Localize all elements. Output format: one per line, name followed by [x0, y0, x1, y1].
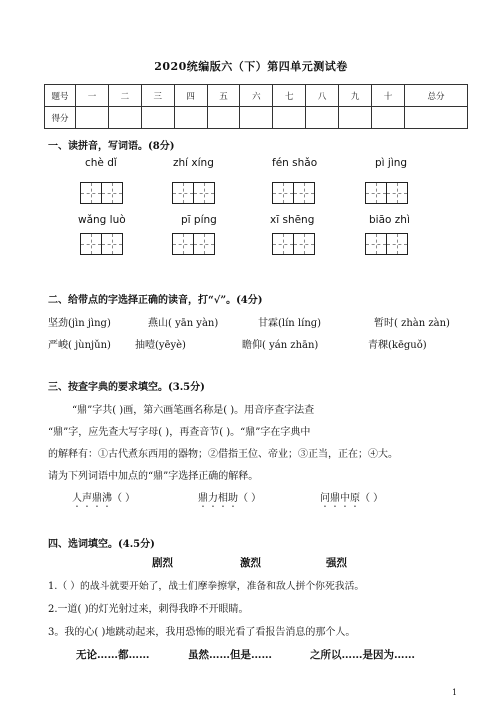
score-cell[interactable]: [76, 107, 109, 129]
pinyin-label: biāo zhì: [369, 214, 410, 226]
score-table: [44, 84, 468, 129]
score-header-cell: 五: [207, 85, 240, 107]
writing-boxes[interactable]: [272, 182, 314, 204]
writing-boxes[interactable]: [80, 233, 122, 255]
section-1-heading: 一、读拼音，写词语。(8分): [48, 141, 175, 152]
score-cell[interactable]: [207, 107, 240, 129]
page-title: 2020统编版六（下）第四单元测试卷: [154, 60, 348, 73]
score-cell[interactable]: [141, 107, 174, 129]
reading-choice: 严峻( jùnjǔn): [48, 340, 111, 351]
tian-box[interactable]: [80, 182, 102, 204]
pinyin-label: fén shǎo: [272, 157, 318, 169]
score-table-header-row: [45, 85, 468, 107]
score-header-cell: 四: [174, 85, 207, 107]
score-header-cell: 八: [306, 85, 339, 107]
reading-choice: 抽噎(yēyè): [135, 340, 186, 351]
tian-box[interactable]: [386, 233, 408, 255]
tian-box[interactable]: [101, 182, 123, 204]
tian-box[interactable]: [172, 233, 194, 255]
pinyin-label: xī shēng: [270, 214, 315, 226]
score-header-cell: 七: [273, 85, 306, 107]
score-cell[interactable]: [372, 107, 405, 129]
tian-box[interactable]: [193, 233, 215, 255]
tian-box[interactable]: [365, 233, 387, 255]
section-4-heading: 四、选词填空。(4.5分): [48, 539, 155, 550]
score-cell[interactable]: [108, 107, 141, 129]
score-header-cell: 二: [108, 85, 141, 107]
tian-box[interactable]: [172, 182, 194, 204]
score-header-cell: 十: [372, 85, 405, 107]
conjunction-option: 之所以……是因为……: [310, 649, 415, 661]
dictionary-item: 问鼎中原（ ）: [320, 493, 384, 504]
section-2-heading: 二、给带点的字选择正确的读音，打“√”。(4分): [48, 295, 263, 306]
writing-boxes[interactable]: [172, 182, 214, 204]
pinyin-label: pì jìng: [375, 157, 408, 169]
score-cell[interactable]: [405, 107, 468, 129]
dictionary-item: 鼎力相助（ ）: [198, 493, 262, 504]
score-header-cell: 三: [141, 85, 174, 107]
writing-boxes[interactable]: [365, 233, 407, 255]
tian-box[interactable]: [386, 182, 408, 204]
tian-box[interactable]: [101, 233, 123, 255]
conjunction-option: 虽然……但是……: [188, 649, 272, 661]
reading-choice: 甘霖(lín línɡ): [258, 318, 322, 329]
pinyin-label: wǎng luò: [78, 214, 126, 226]
reading-choice: 燕山( yān yàn): [148, 318, 219, 329]
word-option: 强烈: [326, 557, 347, 569]
pinyin-label: pī píng: [181, 214, 217, 226]
score-cell[interactable]: [273, 107, 306, 129]
word-option: 剧烈: [152, 557, 173, 569]
tian-box[interactable]: [272, 182, 294, 204]
score-cell[interactable]: [306, 107, 339, 129]
fill-question: 2.一道( )的灯光射过来，刺得我睁不开眼睛。: [48, 604, 249, 615]
paragraph-line: 的解释有：①古代煮东西用的器物；②借指王位、帝业；③正当，正在；④大。: [48, 449, 398, 460]
writing-boxes[interactable]: [80, 182, 122, 204]
score-cell[interactable]: [240, 107, 273, 129]
score-header-cell: 九: [339, 85, 372, 107]
reading-choice: 坚劲(jìn jìng): [48, 318, 111, 329]
tian-box[interactable]: [272, 233, 294, 255]
score-header-cell: 总分: [405, 85, 468, 107]
writing-boxes[interactable]: [172, 233, 214, 255]
tian-box[interactable]: [293, 182, 315, 204]
tian-box[interactable]: [80, 233, 102, 255]
section-3-heading: 三、按查字典的要求填空。(3.5分): [48, 382, 205, 393]
paragraph-line: “鼎”字，应先查大写字母( )，再查音节( )。“鼎”字在字典中: [48, 427, 311, 438]
page-number: 1: [452, 688, 458, 697]
pinyin-label: chè dǐ: [85, 157, 117, 169]
tian-box[interactable]: [293, 233, 315, 255]
word-option: 激烈: [240, 557, 261, 569]
tian-box[interactable]: [193, 182, 215, 204]
score-header-cell: 六: [240, 85, 273, 107]
writing-boxes[interactable]: [365, 182, 407, 204]
writing-boxes[interactable]: [272, 233, 314, 255]
paragraph-line: 请为下列词语中加点的“鼎”字选择正确的解释。: [48, 471, 259, 482]
tian-box[interactable]: [365, 182, 387, 204]
fill-question: 3。我的心( )地跳动起来，我用恐怖的眼光看了看报告消息的那个人。: [48, 627, 356, 638]
dictionary-item: 人声鼎沸（ ）: [72, 493, 136, 504]
reading-choice: 暂时( zhàn zàn): [374, 318, 450, 329]
conjunction-option: 无论……都……: [76, 649, 150, 661]
score-header-cell: 一: [76, 85, 109, 107]
score-cell[interactable]: [339, 107, 372, 129]
score-table-score-row: [45, 107, 468, 129]
score-header-cell: 题号: [45, 85, 76, 107]
reading-choice: 瞻仰( yán zhān): [242, 340, 319, 351]
score-row-label: 得分: [45, 107, 76, 129]
reading-choice: 青稞(kēguǒ): [368, 340, 427, 351]
pinyin-label: zhí xíng: [173, 157, 214, 169]
paragraph-line: “鼎”字共( )画，第六画笔画名称是( )。用音序查字法查: [72, 405, 315, 416]
score-cell[interactable]: [174, 107, 207, 129]
fill-question: 1.（ ）的战斗就要开始了，战士们摩拳擦掌，准备和敌人拼个你死我活。: [48, 581, 365, 592]
